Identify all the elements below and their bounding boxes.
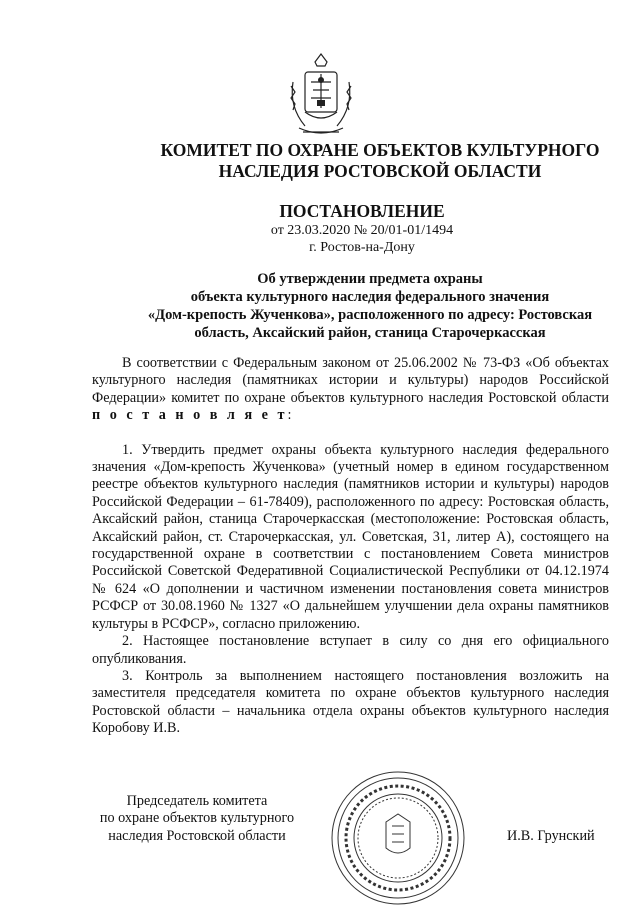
item-3: 3. Контроль за выполнением настоящего постановления возложить на заместителя председателя комитета по охране объектов культурного наследия Ростовской области – начальника отдела охраны объектов культурного наследия Коробову И.В. (92, 667, 609, 737)
position-line-2: по охране объектов культурного (99, 810, 295, 827)
document-type: ПОСТАНОВЛЕНИЕ (279, 201, 445, 221)
subject-line-4: область, Аксайский район, станица Старочеркасская (194, 325, 546, 341)
subject-line-3: «Дом-крепость Жученкова», расположенного по адресу: Ростовская (147, 307, 593, 323)
document-title-block (262, 200, 462, 256)
issuing-authority (120, 140, 640, 182)
position-line-1: Председатель комитета (126, 793, 268, 809)
position-line-3: наследия Ростовской области (108, 827, 286, 844)
signatory-position (92, 793, 302, 845)
org-line-2: НАСЛЕДИЯ РОСТОВСКОЙ ОБЛАСТИ (218, 161, 542, 181)
preamble-text: В соответствии с Федеральным законом от 25.06.2002 № 73-ФЗ «Об объектах культурного наследия (памятниках истории и культуры) народов Российской Федерации» комитет по охране объектов культурного наследия Ростовской области (92, 355, 609, 406)
document-subject (130, 270, 610, 342)
subject-line-1: Об утверждении предмета охраны (257, 271, 483, 287)
signatory-name: И.В. Грунский (507, 828, 595, 844)
coat-of-arms-icon (285, 52, 357, 138)
document-date-number: от 23.03.2020 № 20/01-01/1494 (270, 223, 454, 238)
item-1: 1. Утвердить предмет охраны объекта культурного наследия федерального значения «Дом-крепость Жученкова» (учетный номер в едином государственном реестре объектов культурного наследия (памятников истории и культуры) народов Российской Федерации – 61-78409), расположенного по адресу: Ростовская область, Аксайский район, станица Старочеркасская (местоположение: Ростовская область, Аксайский район, ст. Старочеркасская, ул. Советская, 31, литер А), состоящего на государственной охране в соответствии с постановлением Совета министров Российской Советской Федеративной Социалистической Республики от 04.12.1974 № 624 «О дополнении и частичном изменении постановления совета министров РСФСР от 30.08.1960 № 1327 «О дальнейшем улучшении дела охраны памятников культуры в РСФСР», согласно приложению. (92, 441, 609, 632)
preamble-paragraph (92, 355, 609, 425)
document-city: г. Ростов-на-Дону (309, 240, 415, 255)
document-body (92, 355, 609, 738)
resolves-word: п о с т а н о в л я е т (92, 407, 288, 424)
official-seal-icon (318, 760, 476, 905)
org-line-1: КОМИТЕТ ПО ОХРАНЕ ОБЪЕКТОВ КУЛЬТУРНОГО (160, 140, 600, 160)
item-2: 2. Настоящее постановление вступает в силу со дня его официального опубликования. (92, 633, 609, 667)
resolves-colon: : (287, 407, 292, 424)
subject-line-2: объекта культурного наследия федерального значения (190, 289, 550, 305)
